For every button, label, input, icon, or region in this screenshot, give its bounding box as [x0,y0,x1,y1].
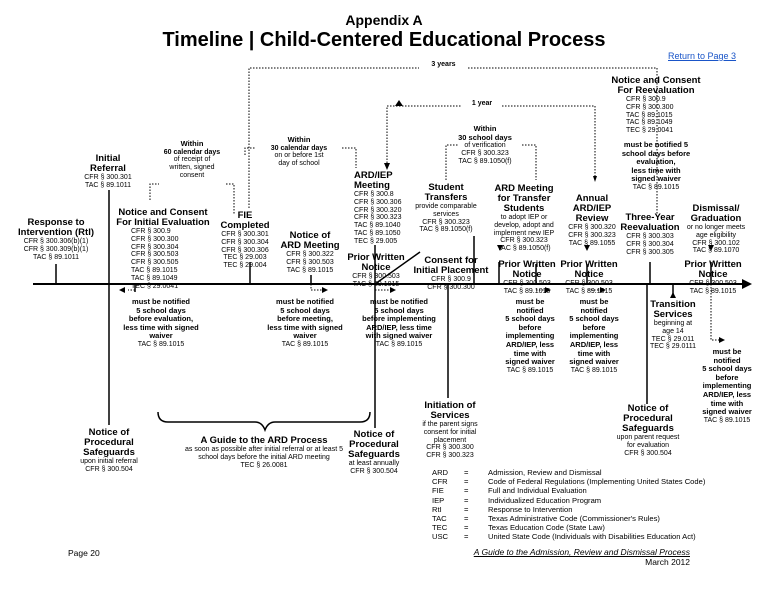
event-title: Prior Written Notice [560,259,618,280]
event-title: Initiation of Services [424,400,476,421]
event-procedural-safeguards-2 [340,430,408,476]
event-title: Prior Written Notice [684,259,742,280]
event-cites: TEC § 29.011 TEC § 29.0111 [649,335,697,351]
note-before-meeting: must be notified 5 school days before meeting, less time with signed waiver TAC § 89.1015 [267,297,343,348]
return-link[interactable]: Return to Page 3 [668,51,737,61]
event-title: Three-Year Reevaluation [620,212,680,233]
event-title: Notice of Procedural Safeguards [83,427,135,458]
event-cites: CFR § 300.504 [624,449,672,457]
event-title: Annual ARD/IEP Review [572,193,612,224]
event-lines: at least annually [348,460,400,467]
glossary-row: IEP = Individualized Education Program [432,495,602,505]
glossary-row: FIE = Full and Individual Evaluation [432,486,587,496]
interval-bold-line: 30 school days [458,132,512,142]
interval-within-60-days [158,140,226,180]
guide-to-ard-process [158,436,370,469]
event-consent-initial-placement [408,256,494,292]
event-title: Student Transfers [424,182,468,203]
event-prior-written-notice-4 [678,260,748,296]
event-cites: CFR § 300.320 CFR § 300.323 TAC § 89.1055 [568,224,616,247]
glossary-row: CFR = Code of Federal Regulations (Implementing United States Code) [432,477,706,487]
event-cites: CFR § 300.300 CFR § 300.323 [426,444,474,460]
event-procedural-safeguards-3 [610,404,686,457]
event-notice-ard-meeting [273,231,347,274]
interval-lines: of verification CFR § 300.323 TAC § 89.1050(f) [458,142,512,165]
event-lines: or no longer meets age eligibility [686,224,746,239]
note-before-evaluation: must be notified 5 school days before evaluation, less time with signed waiver TAC § 89.1015 [123,297,199,348]
event-annual-ard-iep-review [561,194,623,247]
event-lines: beginning at age 14 [653,320,693,335]
event-cites: CFR § 300.503 TAC § 89.1015 [565,280,613,295]
event-title: Prior Written Notice [498,259,556,280]
event-cites: CFR § 300.306(b)(1) CFR § 300.309(b)(1) TAC § 89.1011 [23,238,89,261]
interval-title: Within [180,139,204,148]
page-title: Timeline | Child-Centered Educational Process [162,29,606,51]
event-title: ARD/IEP Meeting [354,170,393,191]
event-title: Transition Services [650,299,696,320]
glossary-row: TAC = Texas Administrative Code (Commissioner's Rules) [432,514,660,524]
event-cites: CFR § 300.322 CFR § 300.503 TAC § 89.1015 [286,251,334,274]
event-response-to-intervention [15,218,97,261]
event-title: Prior Written Notice [347,252,405,273]
interval-lines: 30 calendar days on or before 1st day of school [270,144,328,168]
note-before-implementing-4: must be notified 5 school days before implementing ARD/IEP, less time with signed waiver TAC § 89.1015 [702,347,752,424]
note-before-implementing-3: must be notified 5 school days before implementing ARD/IEP, less time with signed waiver TAC § 89.1015 [569,297,619,374]
interval-within-30-calendar-days [255,136,343,168]
interval-title: Within [287,135,311,144]
page-number: Page 20 [68,548,100,558]
event-initiation-of-services [414,401,486,460]
guide-title: A Guide to the ARD Process [200,435,328,446]
glossary-row: USC = United State Code (Individuals with Disabilities Education Act) [432,532,696,542]
event-initial-referral [80,154,136,190]
event-three-year-reevaluation [616,213,684,256]
event-cites: CFR § 300.323 TAC § 89.1050(f) [497,237,551,253]
event-lines: upon parent request for evaluation [616,434,680,449]
event-cites: CFR § 300.503 TAC § 89.1015 [503,280,551,295]
event-title: Consent for Initial Placement [413,255,489,276]
reeval-must-cite: TAC § 89.1015 [632,183,680,191]
footer-date: March 2012 [645,557,690,567]
interval-within-30-school-days [452,125,518,166]
glossary-row: RtI = Response to Intervention [432,504,573,514]
event-transition-services [640,300,706,351]
glossary-row: TEC = Texas Education Code (State Law) [432,523,605,533]
event-cites: CFR § 300.504 [85,465,133,473]
event-cites: CFR § 300.301 CFR § 300.304 CFR § 300.306 TEC § 29.003 TEC § 29.004 [221,231,269,270]
interval-lines: 60 calendar days of receipt of written, signed consent [163,148,221,179]
event-dismissal-graduation [680,204,752,255]
event-notice-consent-initial-evaluation [107,208,219,290]
event-fie-completed [216,211,274,270]
event-cites: CFR § 300.9 CFR § 300.300 TAC § 89.1015 TAC § 89.1049 TEC § 29.0041 [626,96,674,135]
event-lines: provide comparable services [415,203,477,218]
reeval-must-notified: must be notified 5 school days before evaluation, less time with signed waiver [621,139,691,184]
bracket-3-years: 3 years [431,61,456,68]
event-title: Dismissal/ Graduation [690,203,742,224]
event-title: Response to Intervention (RtI) [18,217,94,238]
event-cites: CFR § 300.303 CFR § 300.304 CFR § 300.305 [626,233,674,256]
event-cites: CFR § 300.504 [350,467,398,475]
event-title: FIE Completed [220,210,270,231]
event-title: Notice of Procedural Safeguards [348,429,400,460]
bracket-1-year: 1 year [471,100,493,107]
note-before-implementing-1: must be notified 5 school days before implementing ARD/IEP, less time with signed waiver TAC § 89.1015 [362,297,436,348]
event-cites: CFR § 300.323 TAC § 89.1050(f) [419,218,473,234]
event-cites: CFR § 300.9 CFR § 300.300 CFR § 300.304 CFR § 300.503 CFR § 300.505 TAC § 89.1015 TAC § 89.1049 TEC § 29.0041 [131,228,179,290]
event-cites: CFR § 300.9 CFR § 300.300 [427,276,475,291]
event-prior-written-notice-3 [555,260,623,296]
event-title: ARD Meeting for Transfer Students [494,183,554,214]
footer-guide-title: A Guide to the Admission, Review and Dismissal Process [473,547,690,557]
event-procedural-safeguards-1 [70,428,148,474]
event-prior-written-notice-2 [493,260,561,296]
event-prior-written-notice-1 [341,253,411,289]
event-title: Initial Referral [90,153,126,174]
note-before-implementing-2: must be notified 5 school days before implementing ARD/IEP, less time with signed waiver TAC § 89.1015 [505,297,555,374]
event-title: Notice and Consent For Reevaluation [611,75,701,96]
appendix-label: Appendix A [345,12,423,28]
event-title: Notice and Consent For Initial Evaluation [116,207,210,228]
event-student-transfers [412,183,480,234]
event-lines: if the parent signs consent for initial placement [422,421,478,444]
event-notice-consent-reevaluation [604,76,708,192]
glossary [432,468,732,542]
guide-brace [158,412,370,430]
event-cites: CFR § 300.503 TAC § 89.1015 [689,280,737,295]
event-cites: CFR § 300.102 TAC § 89.1070 [692,239,740,255]
guide-cite: TEC § 26.0081 [240,461,288,469]
event-cites: CFR § 300.8 CFR § 300.306 CFR § 300.320 CFR § 300.323 TAC § 89.1040 TAC § 89.1050 TEC § 29.005 [354,191,402,245]
glossary-row: ARD = Admission, Review and Dismissal [432,468,602,477]
event-lines: to adopt IEP or develop, adopt and implement new IEP [493,214,555,237]
event-title: Notice of ARD Meeting [280,230,340,251]
event-title: Notice of Procedural Safeguards [622,403,674,434]
interval-title: Within [473,124,497,133]
guide-lines: as soon as possible after initial referral or at least 5 school days before the initial ARD meeting [185,446,343,461]
event-cites: CFR § 300.301 TAC § 89.1011 [84,174,132,189]
event-cites: CFR § 300.503 TAC § 89.1015 [352,273,400,288]
event-ard-meeting-transfer [488,184,560,253]
event-lines: upon initial referral [80,458,138,465]
